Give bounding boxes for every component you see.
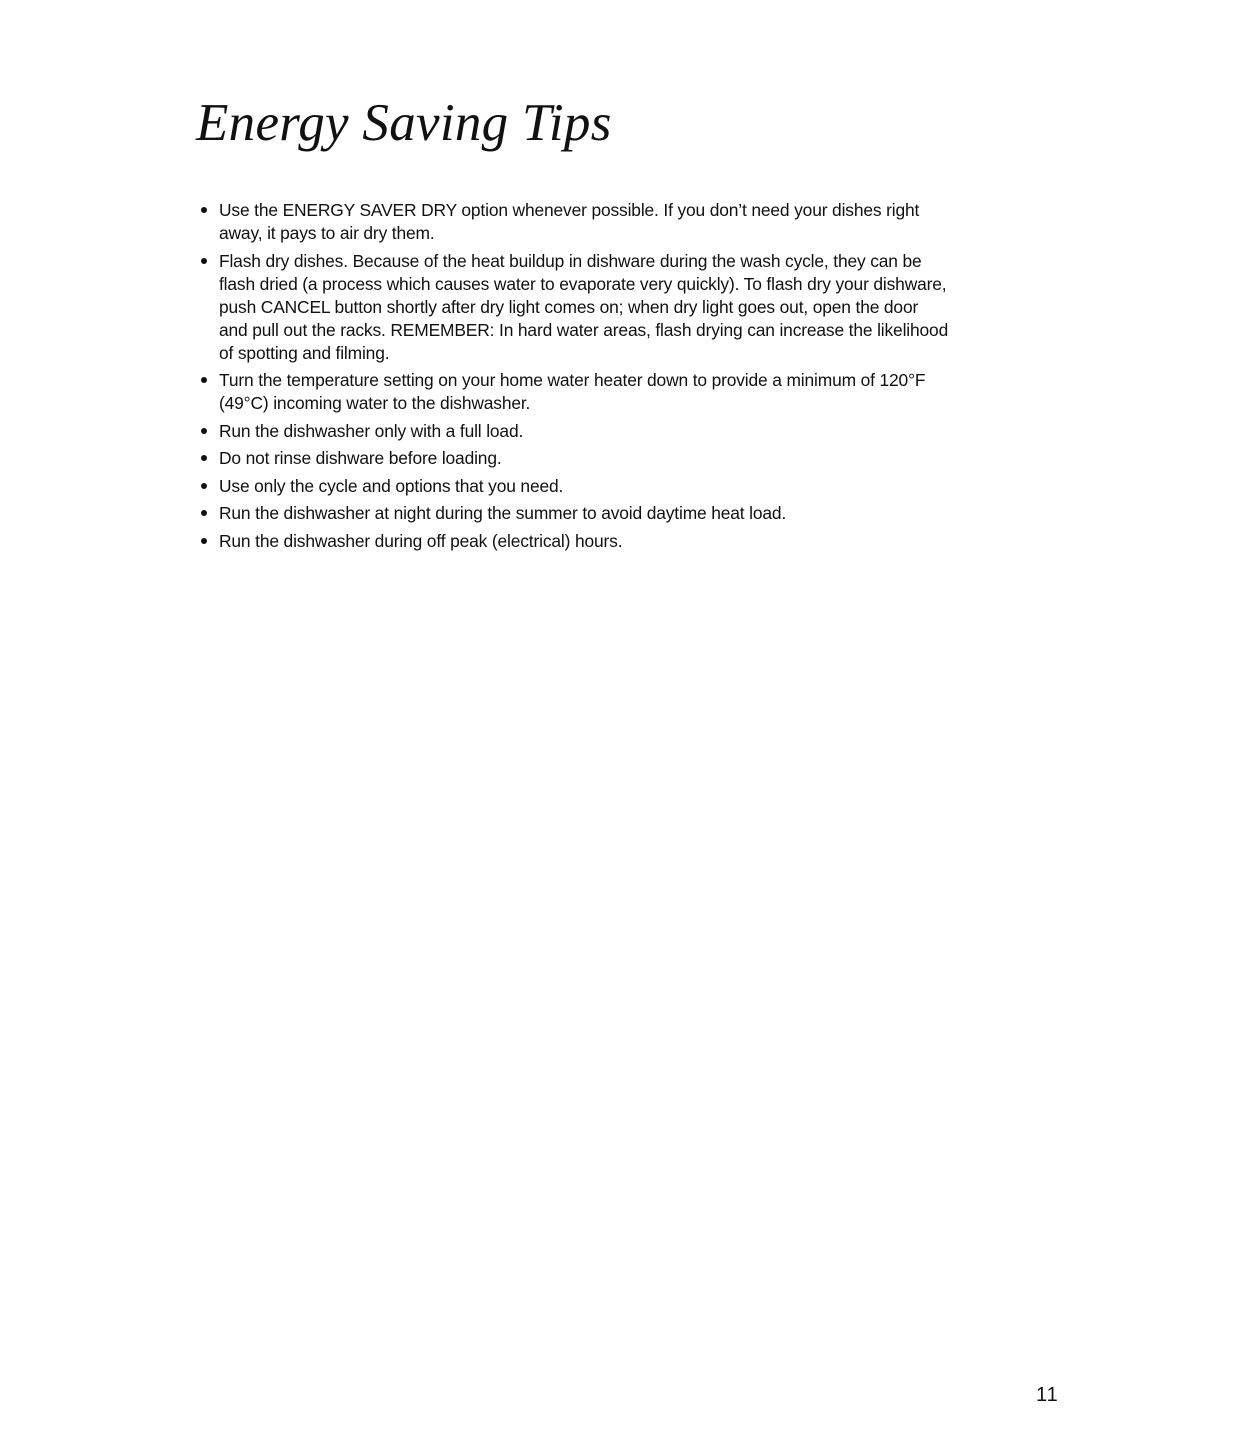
tip-text-line: Run the dishwasher only with a full load. [219, 420, 524, 441]
list-item [197, 369, 1077, 415]
bullet-icon [201, 207, 207, 213]
tip-text-line: Turn the temperature setting on your home water heater down to provide a minimum of 120°F [219, 370, 926, 390]
list-item [197, 447, 1077, 470]
list-item [197, 530, 1077, 553]
bullet-icon [201, 428, 207, 434]
list-item [197, 250, 1077, 365]
tip-text-line: Do not rinse dishware before loading. [219, 448, 502, 468]
tip-text-line: Flash dry dishes. Because of the heat buildup in dishware during the wash cycle, they can be [219, 250, 922, 271]
list-item [197, 420, 1077, 443]
bullet-icon [201, 258, 207, 264]
tip-text-line: push CANCEL button shortly after dry light comes on; when dry light goes out, open the door [219, 296, 919, 317]
bullet-icon [201, 483, 207, 489]
bullet-icon [201, 510, 207, 516]
bullet-icon [201, 377, 207, 383]
tip-text-line: Use the ENERGY SAVER DRY option whenever possible. If you don’t need your dishes right [219, 200, 920, 220]
tip-text-line: Run the dishwasher at night during the summer to avoid daytime heat load. [219, 503, 787, 523]
page-number: 11 [1036, 1384, 1059, 1406]
tip-text-line: Use only the cycle and options that you need. [219, 475, 564, 496]
tip-text-line: away, it pays to air dry them. [219, 223, 435, 243]
list-item [197, 502, 1077, 525]
tip-text-line: flash dried (a process which causes water to evaporate very quickly). To flash dry your dishware, [219, 273, 947, 294]
tip-text-line: Run the dishwasher during off peak (electrical) hours. [219, 530, 623, 551]
list-item [197, 475, 1077, 498]
page-title: Energy Saving Tips [196, 94, 612, 152]
list-item [197, 199, 1077, 245]
tip-text-line: and pull out the racks. REMEMBER: In hard water areas, flash drying can increase the likelihood [219, 319, 949, 340]
energy-tips-list [197, 199, 1077, 557]
bullet-icon [201, 538, 207, 544]
tip-text-line: of spotting and filming. [219, 342, 390, 363]
tip-text-line: (49°C) incoming water to the dishwasher. [219, 393, 531, 413]
bullet-icon [201, 455, 207, 461]
